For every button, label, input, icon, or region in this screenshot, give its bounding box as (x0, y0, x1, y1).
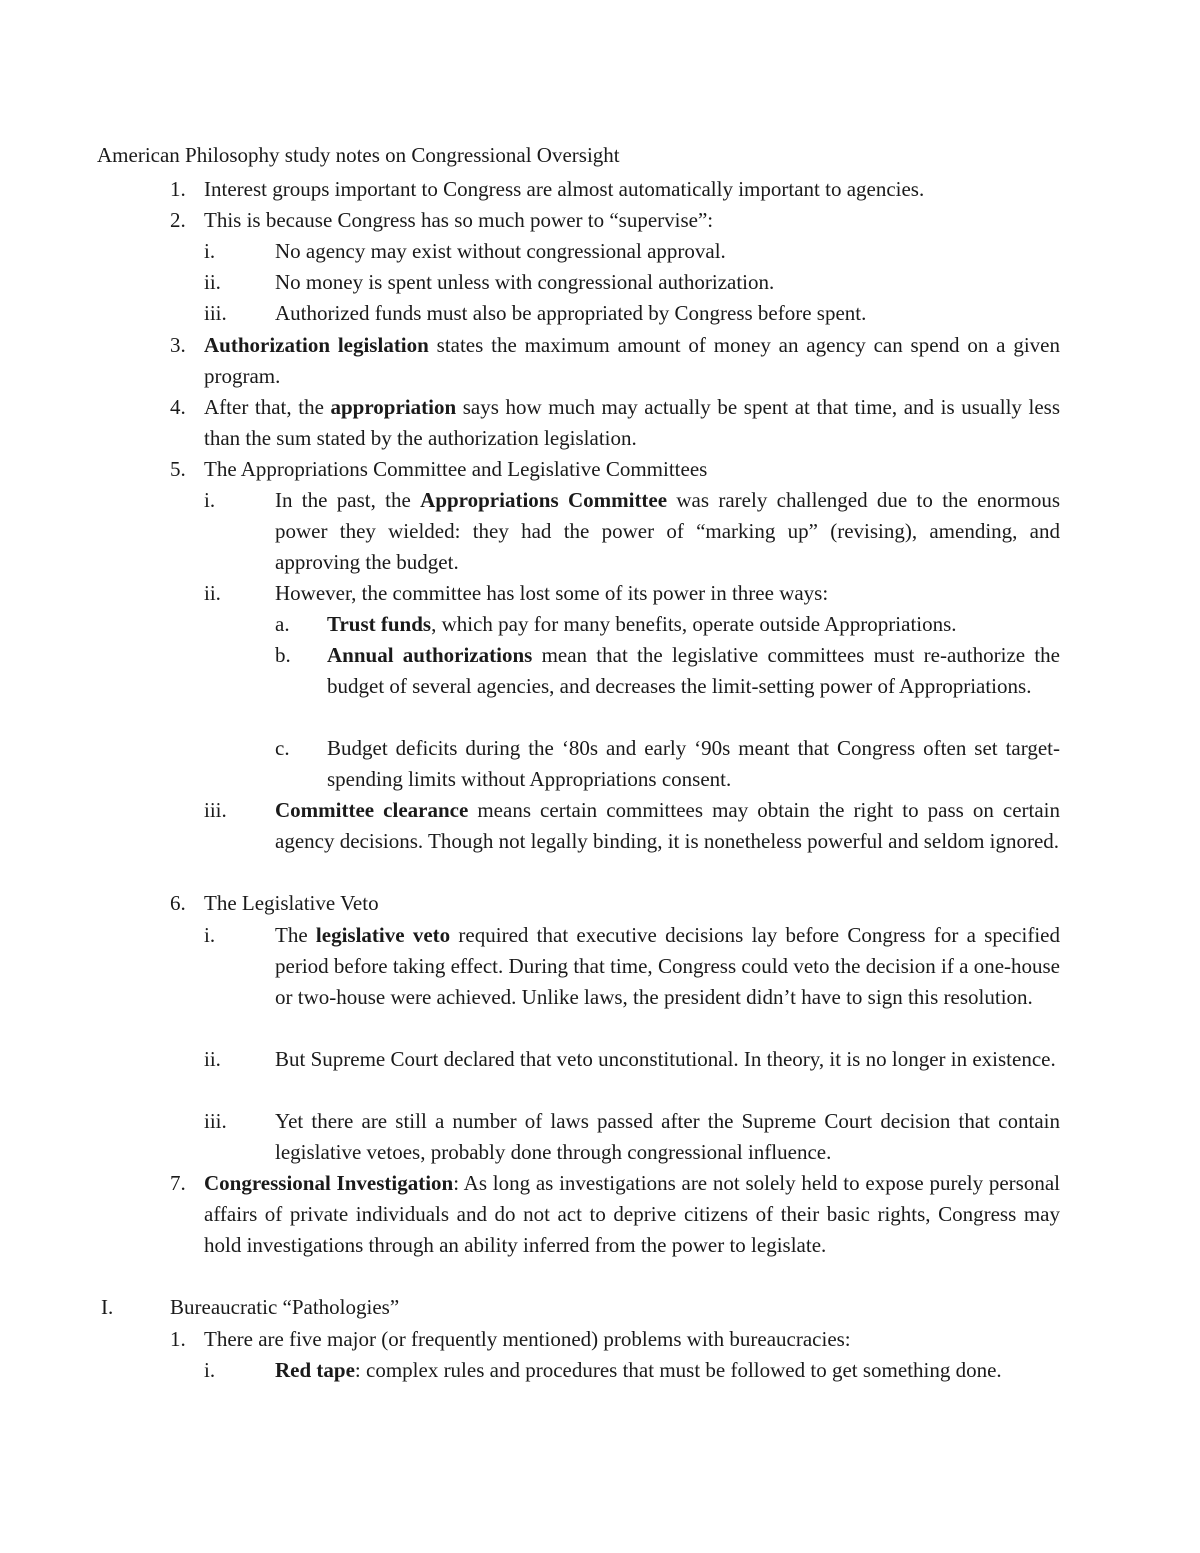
list-marker: 4. (170, 395, 186, 419)
list-marker: c. (275, 736, 290, 760)
list-marker: ii. (204, 1047, 221, 1071)
list-marker: 5. (170, 457, 186, 481)
list-marker: iii. (204, 798, 227, 822)
item-text: Annual authorizations mean that the legislative committees must re-authorize the budget of several agencies, and decreases the limit-setting power of Appropriations. (327, 643, 1061, 699)
item-text: No money is spent unless with congressional authorization. (275, 270, 775, 294)
page-title: American Philosophy study notes on Congressional Oversight (97, 143, 620, 167)
list-marker: iii. (204, 301, 227, 325)
item-text: In the past, the Appropriations Committee was rarely challenged due to the enormous power they wielded: they had the power of “marking up” (revising), amending, and approving the budget. (275, 488, 1060, 575)
list-marker: ii. (204, 581, 221, 605)
item-text: No agency may exist without congressional approval. (275, 239, 726, 263)
list-marker: ii. (204, 270, 221, 294)
bold-term: Red tape (275, 1358, 355, 1382)
bold-term: Authorization legislation (204, 333, 429, 357)
item-text: Bureaucratic “Pathologies” (170, 1295, 400, 1319)
list-marker: b. (275, 643, 291, 667)
item-text: The Legislative Veto (204, 891, 379, 915)
item-text: There are five major (or frequently mentioned) problems with bureaucracies: (204, 1327, 851, 1351)
list-marker: I. (101, 1295, 114, 1319)
list-marker: i. (204, 1358, 216, 1382)
item-text: Authorization legislation states the maximum amount of money an agency can spend on a given program. (204, 333, 1060, 389)
item-text: This is because Congress has so much power to “supervise”: (204, 208, 714, 232)
list-marker: 3. (170, 333, 186, 357)
bold-term: Trust funds (327, 612, 432, 636)
bold-term: legislative veto (315, 923, 451, 947)
item-text: Red tape: complex rules and procedures that must be followed to get something done. (275, 1358, 1002, 1382)
item-text: Congressional Investigation: As long as investigations are not solely held to expose purely personal affairs of private individuals and do not act to deprive citizens of their basic rights, Congress may hold investigations through an ability inferred from the power to legislate. (204, 1171, 1060, 1258)
bold-term: appropriation (330, 395, 457, 419)
list-marker: iii. (204, 1109, 227, 1133)
list-marker: a. (275, 612, 290, 636)
list-marker: 1. (170, 177, 186, 201)
list-marker: i. (204, 923, 216, 947)
list-marker: i. (204, 239, 216, 263)
list-marker: i. (204, 488, 216, 512)
list-marker: 6. (170, 891, 186, 915)
item-text: Yet there are still a number of laws passed after the Supreme Court decision that contain legislative vetoes, probably done through congressional influence. (275, 1109, 1060, 1165)
item-text: However, the committee has lost some of its power in three ways: (275, 581, 829, 605)
item-text: After that, the appropriation says how much may actually be spent at that time, and is usually less than the sum stated by the authorization legislation. (204, 395, 1060, 451)
bold-term: Congressional Investigation (204, 1171, 454, 1195)
item-text: Committee clearance means certain committees may obtain the right to pass on certain agency decisions. Though not legally binding, it is nonetheless powerful and seldom ignored. (275, 798, 1061, 854)
bold-term: Committee clearance (275, 798, 469, 822)
bold-term: Annual authorizations (327, 643, 533, 667)
item-text: The legislative veto required that executive decisions lay before Congress for a specified period before taking effect. During that time, Congress could veto the decision if a one-house or two-house were achieved. Unlike laws, the president didn’t have to sign this resolution. (275, 923, 1060, 1010)
list-marker: 2. (170, 208, 186, 232)
list-marker: 7. (170, 1171, 186, 1195)
item-text: But Supreme Court declared that veto unconstitutional. In theory, it is no longer in existence. (275, 1047, 1056, 1071)
item-text: The Appropriations Committee and Legislative Committees (204, 457, 708, 481)
item-text: Trust funds, which pay for many benefits, operate outside Appropriations. (327, 612, 957, 636)
item-text: Authorized funds must also be appropriated by Congress before spent. (275, 301, 867, 325)
item-text: Budget deficits during the ‘80s and early ‘90s meant that Congress often set target-spending limits without Appropriations consent. (327, 736, 1060, 792)
list-marker: 1. (170, 1327, 186, 1351)
item-text: Interest groups important to Congress are almost automatically important to agencies. (204, 177, 925, 201)
bold-term: Appropriations Committee (420, 488, 668, 512)
